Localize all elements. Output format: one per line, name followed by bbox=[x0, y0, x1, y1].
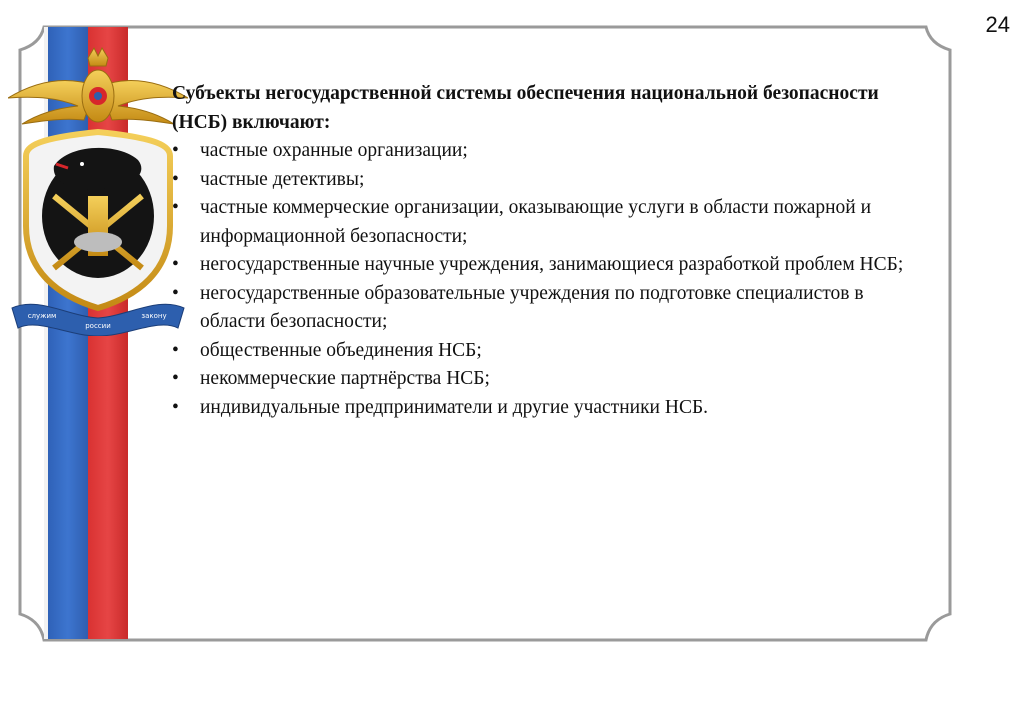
ribbon-left-label: служим bbox=[27, 312, 57, 320]
slide-heading: Субъекты негосударственной системы обеспечения национальной безопасности (НСБ) включают: bbox=[172, 83, 879, 133]
bullet: • bbox=[172, 197, 179, 218]
bullet: • bbox=[172, 168, 179, 190]
list-item bbox=[172, 337, 912, 366]
bullet: • bbox=[172, 254, 179, 275]
list-item-text: негосударственные образовательные учреждения по подготовке специалистов в области безопасности; bbox=[200, 282, 864, 332]
police-emblem-icon bbox=[8, 46, 188, 336]
list-item-text: негосударственные научные учреждения, занимающиеся разработкой проблем НСБ; bbox=[200, 254, 904, 275]
list-item bbox=[172, 365, 912, 394]
list-item-text: некоммерческие партнёрства НСБ; bbox=[200, 368, 490, 389]
list-item bbox=[172, 394, 912, 423]
slide-content bbox=[172, 80, 912, 422]
bullet: • bbox=[172, 282, 179, 304]
ribbon-right-label: закону bbox=[141, 312, 167, 320]
list-item bbox=[172, 137, 912, 166]
bullet: • bbox=[172, 396, 179, 418]
list-item bbox=[172, 194, 912, 251]
list-item-text: индивидуальные предприниматели и другие участники НСБ. bbox=[200, 396, 709, 418]
bullet: • bbox=[172, 339, 179, 361]
subjects-list bbox=[172, 137, 912, 422]
ribbon-center-label: россии bbox=[85, 322, 111, 330]
list-item bbox=[172, 251, 912, 280]
list-item bbox=[172, 280, 912, 337]
list-item-text: частные охранные организации; bbox=[200, 140, 468, 161]
bullet: • bbox=[172, 140, 179, 161]
list-item-text: частные коммерческие организации, оказывающие услуги в области пожарной и информационной безопасности; bbox=[200, 197, 872, 247]
page-number: 24 bbox=[985, 12, 1010, 37]
list-item-text: частные детективы; bbox=[200, 168, 365, 190]
list-item bbox=[172, 166, 912, 195]
bullet: • bbox=[172, 368, 179, 389]
list-item-text: общественные объединения НСБ; bbox=[200, 339, 482, 361]
